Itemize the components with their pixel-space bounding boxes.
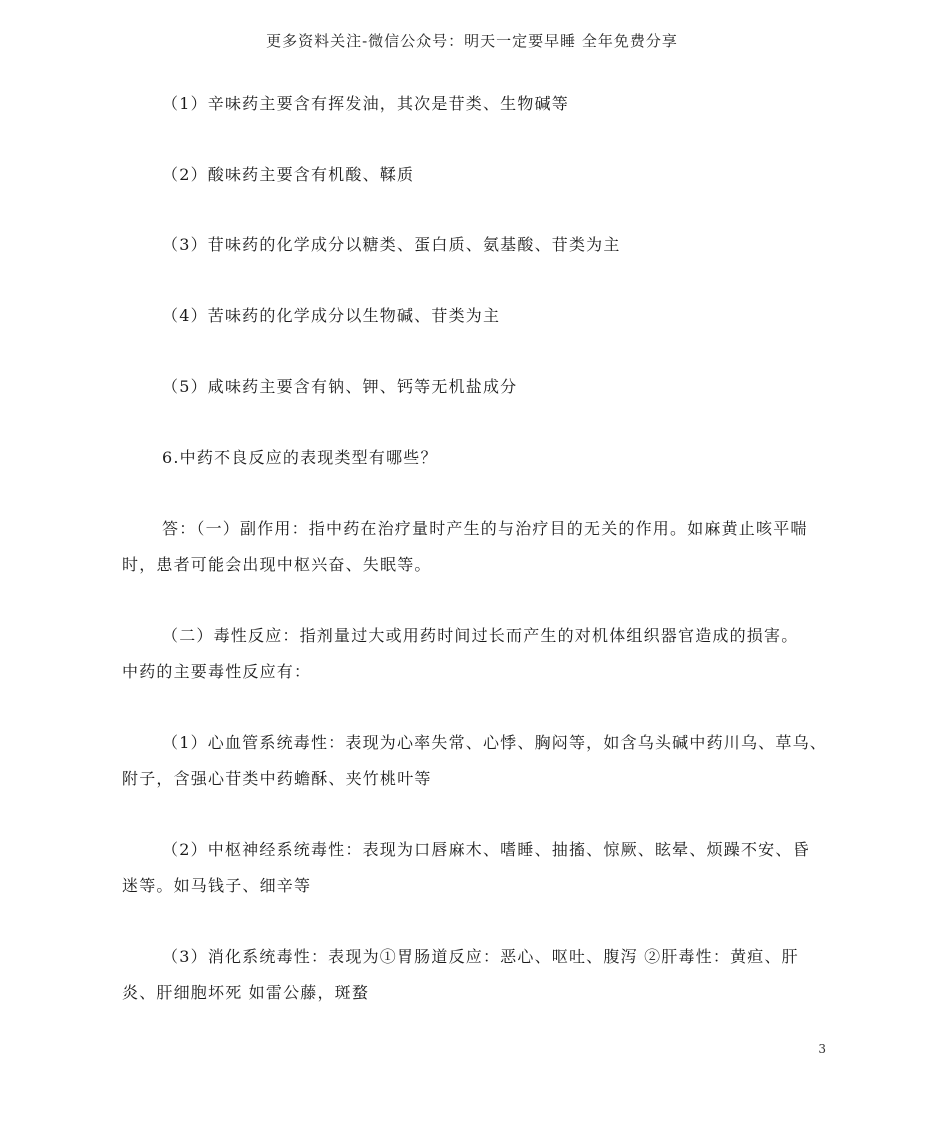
cns-toxicity	[122, 832, 832, 904]
toxic-reaction-line1: （二）毒性反应：指剂量过大或用药时间过长而产生的对机体组织器官造成的损害。	[162, 626, 799, 645]
answer-side-effect-line2: 时，患者可能会出现中枢兴奋、失眠等。	[122, 555, 432, 574]
digestive-toxicity-line2: 炎、肝细胞坏死 如雷公藤，斑蝥	[122, 983, 370, 1002]
digestive-toxicity-line1: （3）消化系统毒性：表现为①胃肠道反应：恶心、呕吐、腹泻 ②肝毒性：黄疸、肝	[162, 947, 799, 966]
page-header: 更多资料关注-微信公众号：明天一定要早睡 全年免费分享	[266, 32, 678, 50]
paragraph-sweet: （3）苷味药的化学成分以糖类、蛋白质、氨基酸、苷类为主	[162, 235, 621, 254]
cns-toxicity-line1: （2）中枢神经系统毒性：表现为口唇麻木、嗜睡、抽搐、惊厥、眩晕、烦躁不安、昏	[162, 840, 810, 859]
answer-side-effect-line1: 答：（一）副作用：指中药在治疗量时产生的与治疗目的无关的作用。如麻黄止咳平喘	[162, 519, 808, 538]
question-heading: 6.中药不良反应的表现类型有哪些？	[162, 448, 438, 467]
page-number: 3	[818, 1042, 826, 1056]
paragraph-bitter: （4）苦味药的化学成分以生物碱、苷类为主	[162, 306, 501, 325]
cns-toxicity-line2: 迷等。如马钱子、细辛等	[122, 876, 312, 895]
toxic-reaction-line2: 中药的主要毒性反应有：	[122, 662, 312, 681]
paragraph-salty: （5）咸味药主要含有钠、钾、钙等无机盐成分	[162, 377, 518, 396]
cardiovascular-toxicity	[122, 725, 832, 797]
answer-side-effect	[122, 511, 832, 583]
paragraph-sour: （2）酸味药主要含有机酸、鞣质	[162, 165, 415, 184]
paragraph-pungent: （1）辛味药主要含有挥发油，其次是苷类、生物碱等	[162, 94, 569, 113]
digestive-toxicity	[122, 939, 832, 1011]
cardiovascular-toxicity-line1: （1）心血管系统毒性：表现为心率失常、心悸、胸闷等，如含乌头碱中药川乌、草乌、	[162, 733, 827, 752]
toxic-reaction	[122, 618, 832, 690]
cardiovascular-toxicity-line2: 附子，含强心苷类中药蟾酥、夹竹桃叶等	[122, 769, 432, 788]
